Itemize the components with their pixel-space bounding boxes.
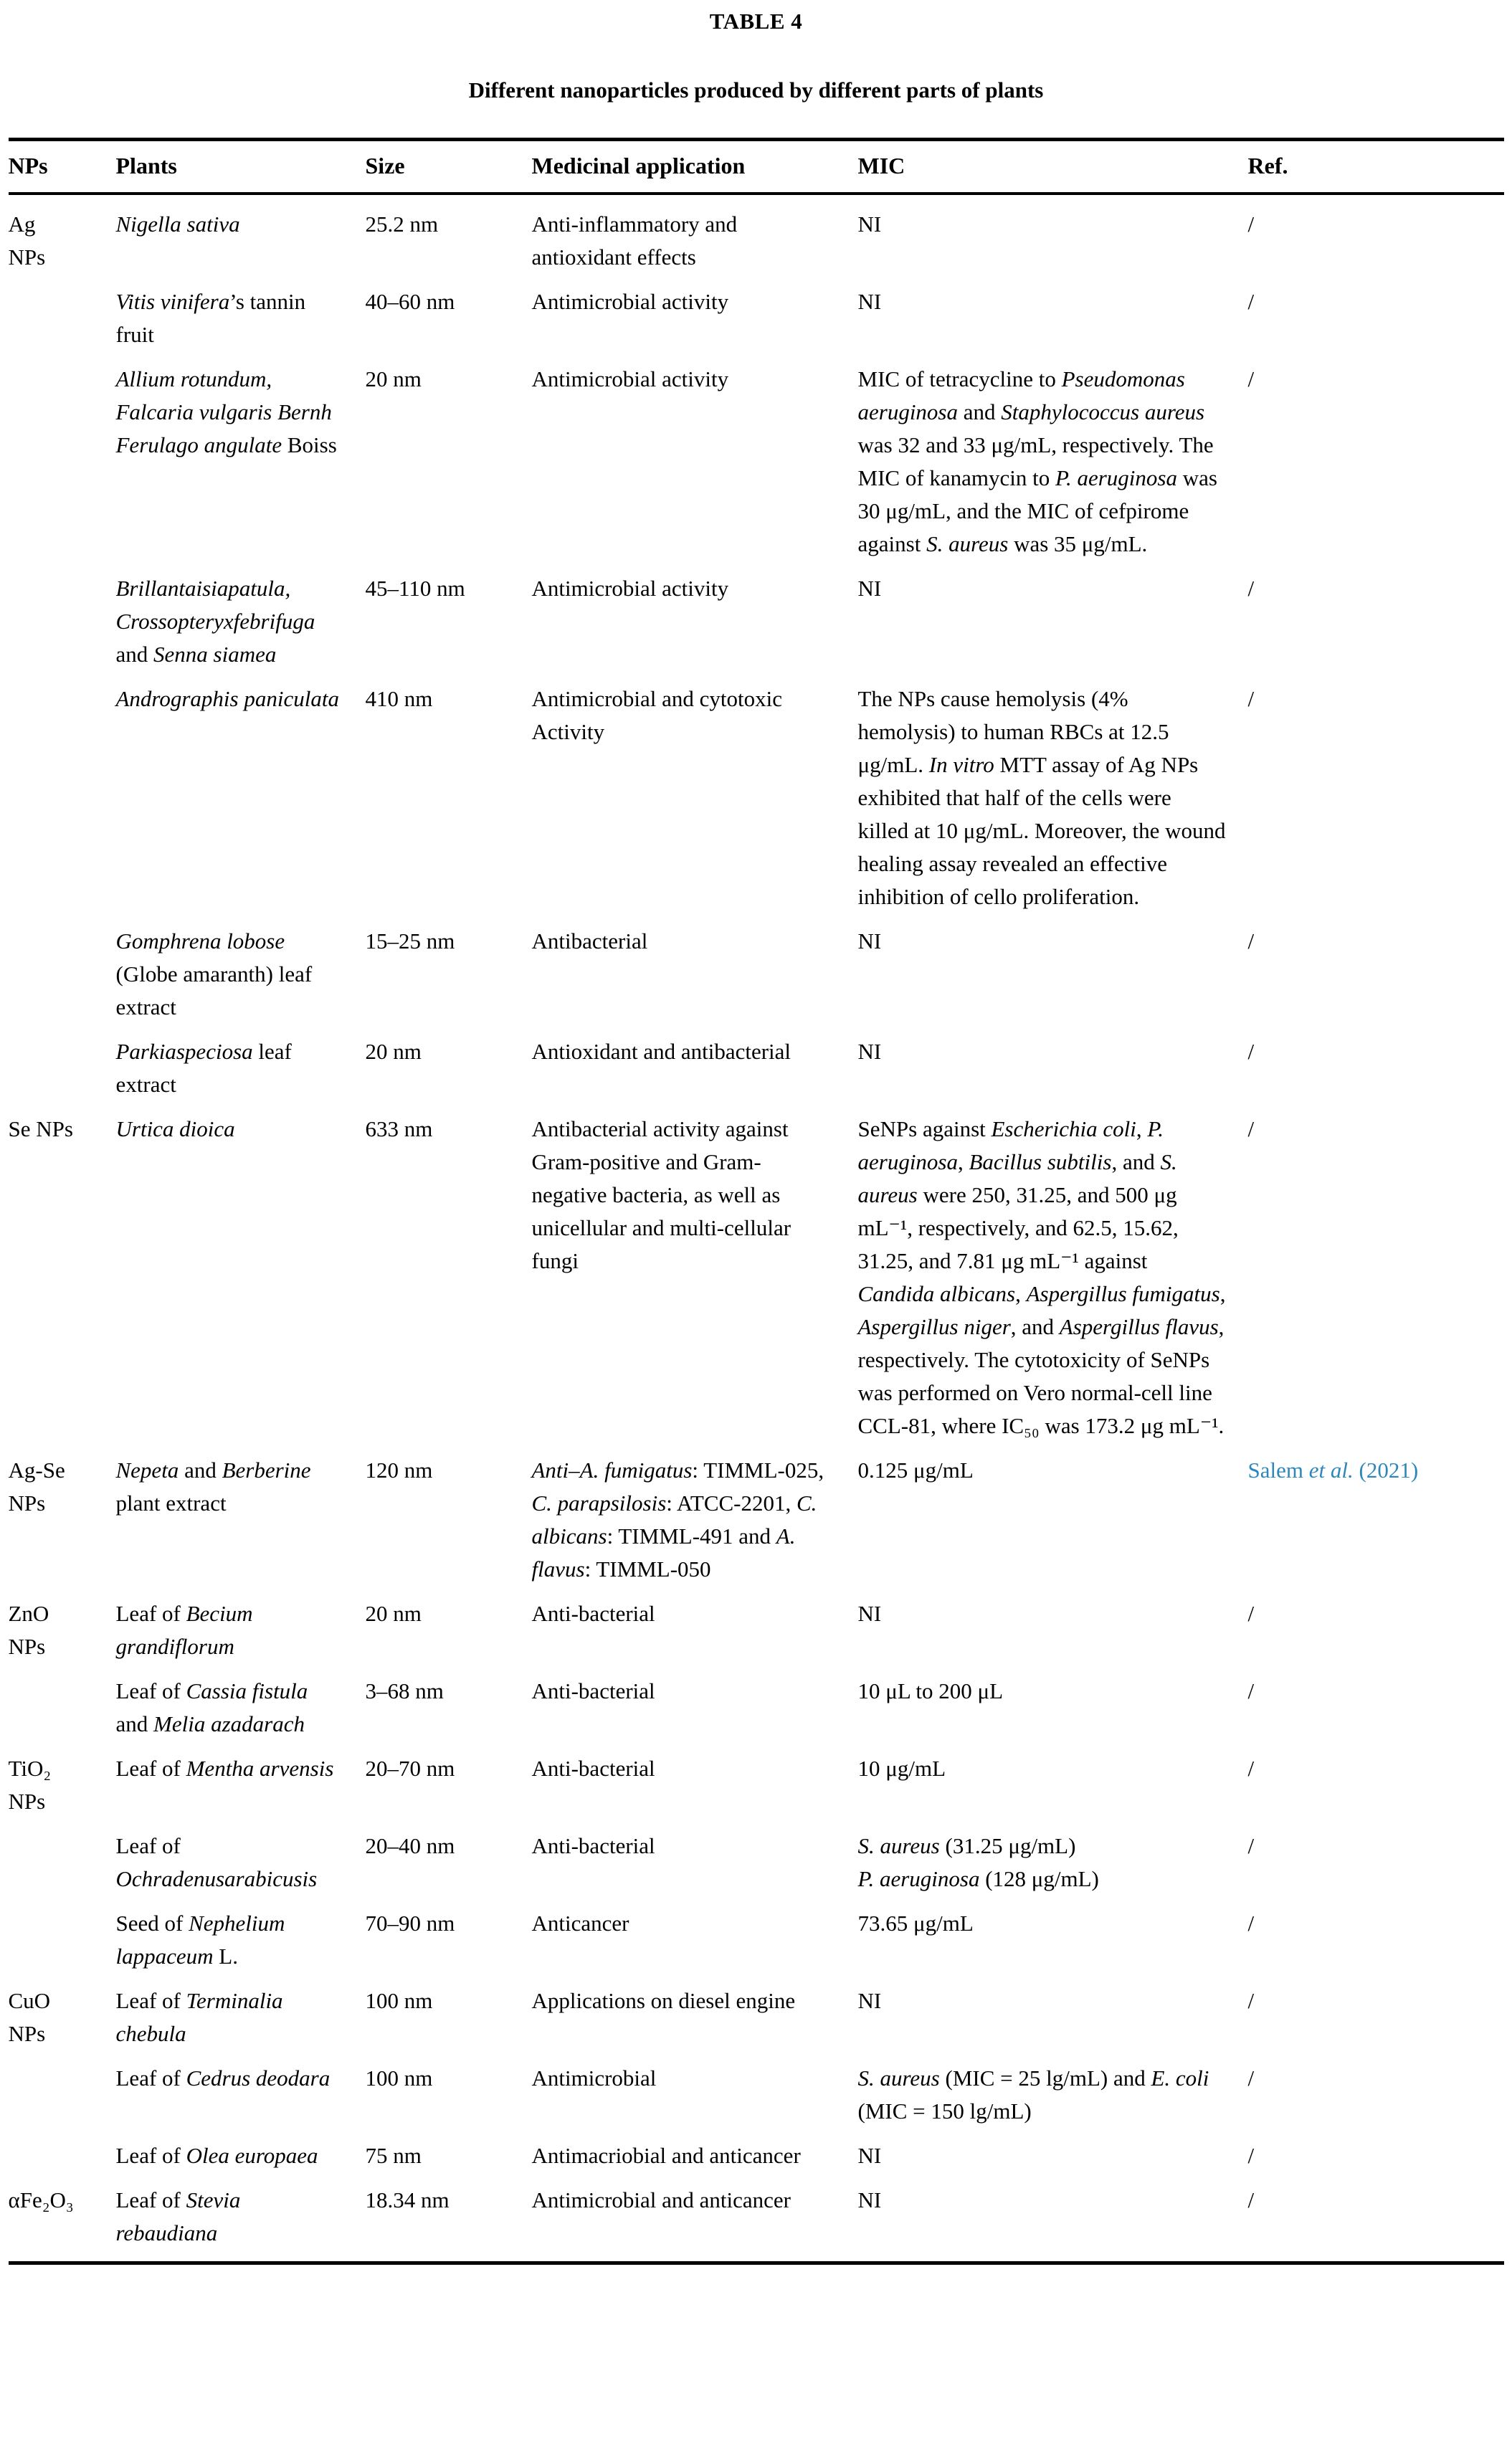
- text-segment: TiO₂: [8, 1756, 52, 1781]
- text-segment: Terminalia chebula: [115, 1988, 283, 2046]
- table-header-row: [9, 140, 1504, 194]
- cell-size: 25.2 nm: [365, 211, 439, 237]
- text-segment: was 35 μg/mL.: [1008, 531, 1148, 556]
- cell-mic: [858, 2184, 1248, 2263]
- cell-size: 3–68 nm: [365, 1678, 444, 1703]
- citation-link[interactable]: Salem: [1247, 1458, 1309, 1483]
- cell-np-type: [9, 285, 116, 363]
- column-header-mic: MIC: [858, 140, 1248, 194]
- text-segment: Applications on diesel engine: [531, 1988, 796, 2013]
- cell-mic: [858, 1984, 1248, 2062]
- cell-np-type: [9, 1752, 116, 1830]
- cell-medicinal-application: [532, 2139, 858, 2184]
- text-segment: Antimicrobial activity: [531, 576, 729, 601]
- cell-medicinal-application: [532, 1984, 858, 2062]
- column-header-nps: NPs: [9, 140, 116, 194]
- cell-size: 75 nm: [365, 2143, 422, 2168]
- cell-size: 18.34 nm: [365, 2187, 450, 2212]
- cell-np-type: [9, 1035, 116, 1113]
- cell-plants: [116, 1035, 366, 1113]
- cell-medicinal-application: [532, 1597, 858, 1675]
- cell-size: 100 nm: [365, 2065, 433, 2091]
- cell-plants: [116, 1597, 366, 1675]
- cell-medicinal-application: [532, 2062, 858, 2139]
- text-segment: MTT assay of Ag NPs exhibited that half of the cells were killed at 10 μg/mL. Moreover, the wound healing assay revealed an effective inhibition of cello proliferation.: [857, 752, 1226, 909]
- text-segment: NI: [857, 1039, 882, 1064]
- text-segment: Mentha arvensis: [186, 1756, 334, 1781]
- text-segment: , and: [1010, 1314, 1060, 1339]
- text-segment: S. aureus: [926, 531, 1009, 556]
- text-segment: (MIC = 25 lg/mL) and: [939, 2065, 1151, 2091]
- text-segment: Nigella sativa: [115, 211, 240, 237]
- cell-plants: [116, 285, 366, 363]
- cell-np-type: [9, 363, 116, 572]
- text-segment: Melia azadarach: [153, 1711, 305, 1736]
- text-segment: Ag: [8, 211, 36, 237]
- cell-size: 633 nm: [365, 1116, 433, 1141]
- cell-medicinal-application: [532, 2184, 858, 2263]
- table-body: [9, 194, 1504, 2263]
- text-segment: S. aureus: [857, 2065, 940, 2091]
- text-segment: Antimacriobial and anticancer: [531, 2143, 801, 2168]
- table-row: [9, 925, 1504, 1035]
- text-segment: ,: [1136, 1116, 1148, 1141]
- table-row: [9, 2139, 1504, 2184]
- text-segment: and: [115, 642, 154, 667]
- text-segment: and: [958, 399, 1002, 424]
- cell-ref: /: [1247, 2187, 1255, 2212]
- text-segment: (128 μg/mL): [979, 1866, 1099, 1891]
- cell-size: 70–90 nm: [365, 1911, 455, 1936]
- text-segment: (MIC = 150 lg/mL): [857, 2098, 1032, 2124]
- text-segment: (Globe amaranth) leaf extract: [115, 961, 313, 1019]
- text-segment: Antibacterial activity against Gram-positive and Gram-negative bacteria, as well as unicellular and multi-cellular fungi: [531, 1116, 791, 1273]
- text-segment: Aspergillus fumigatus: [1026, 1281, 1220, 1306]
- text-segment: Brillantaisiapatula, Crossopteryxfebrifuga: [115, 576, 315, 634]
- text-segment: ZnO: [8, 1601, 49, 1626]
- text-segment: Gomphrena lobose: [115, 928, 285, 954]
- table-row: [9, 285, 1504, 363]
- text-segment: Nepeta: [115, 1458, 179, 1483]
- text-segment: Vitis vinifera: [115, 289, 230, 314]
- text-segment: S. aureus: [857, 1149, 1177, 1207]
- text-segment: Ochradenusarabicusis: [115, 1866, 318, 1891]
- cell-size: 40–60 nm: [365, 289, 455, 314]
- text-segment: NI: [857, 1601, 882, 1626]
- cell-size: 20 nm: [365, 1601, 422, 1626]
- cell-medicinal-application: [532, 572, 858, 683]
- text-segment: , respectively. The cytotoxicity of SeNPs was performed on Vero normal-cell line CCL-81, where IC₅₀ was 173.2 μg mL⁻¹.: [857, 1314, 1225, 1438]
- cell-ref: /: [1247, 1833, 1255, 1858]
- table-caption: Different nanoparticles produced by different parts of plants: [468, 77, 1044, 103]
- cell-mic: [858, 2062, 1248, 2139]
- cell-ref: /: [1247, 1601, 1255, 1626]
- text-segment: Anti–A. fumigatus: [531, 1458, 693, 1483]
- text-segment: plant extract: [115, 1490, 227, 1516]
- cell-medicinal-application: [532, 1113, 858, 1454]
- table-row: [9, 2184, 1504, 2263]
- cell-mic: [858, 683, 1248, 925]
- text-segment: : TIMML-025,: [692, 1458, 824, 1483]
- cell-ref: /: [1247, 1911, 1255, 1936]
- text-segment: Antioxidant and antibacterial: [531, 1039, 791, 1064]
- table-row: [9, 1984, 1504, 2062]
- text-segment: αFe₂O₃: [8, 2187, 74, 2212]
- text-segment: P. aeruginosa: [1055, 465, 1177, 490]
- text-segment: NPs: [8, 1490, 46, 1516]
- cell-ref: /: [1247, 1116, 1255, 1141]
- cell-plants: [116, 1907, 366, 1984]
- text-segment: : TIMML-050: [584, 1556, 711, 1582]
- cell-mic: [858, 1907, 1248, 1984]
- cell-np-type: [9, 2139, 116, 2184]
- cell-medicinal-application: [532, 1454, 858, 1597]
- table-row: [9, 572, 1504, 683]
- text-segment: Candida albicans: [857, 1281, 1016, 1306]
- cell-ref: /: [1247, 366, 1255, 391]
- text-segment: Stevia rebaudiana: [115, 2187, 241, 2245]
- cell-np-type: [9, 1984, 116, 2062]
- text-segment: Leaf of: [115, 1601, 186, 1626]
- text-segment: NI: [857, 289, 882, 314]
- cell-np-type: [9, 1907, 116, 1984]
- cell-plants: [116, 572, 366, 683]
- table-row: [9, 1675, 1504, 1752]
- text-segment: Se NPs: [8, 1116, 73, 1141]
- text-segment: , and: [1111, 1149, 1161, 1174]
- cell-size: 100 nm: [365, 1988, 433, 2013]
- cell-mic: [858, 572, 1248, 683]
- cell-mic: [858, 1035, 1248, 1113]
- text-segment: Parkiaspeciosa: [115, 1039, 253, 1064]
- text-segment: NPs: [8, 1634, 46, 1659]
- cell-mic: [858, 925, 1248, 1035]
- text-segment: NPs: [8, 2021, 46, 2046]
- cell-plants: [116, 1752, 366, 1830]
- table-row: [9, 1035, 1504, 1113]
- text-segment: NI: [857, 928, 882, 954]
- text-segment: : ATCC-2201,: [666, 1490, 797, 1516]
- text-segment: : TIMML-491 and: [607, 1523, 776, 1549]
- text-segment: Leaf of: [115, 2065, 186, 2091]
- text-segment: Ag-Se: [8, 1458, 65, 1483]
- cell-size: 410 nm: [365, 686, 433, 711]
- text-segment: Anti-bacterial: [531, 1678, 655, 1703]
- cell-np-type: [9, 1597, 116, 1675]
- cell-plants: [116, 2062, 366, 2139]
- text-segment: leaf extract: [115, 1039, 292, 1097]
- cell-ref: /: [1247, 1039, 1255, 1064]
- text-segment: Leaf of: [115, 1833, 181, 1858]
- table-row: [9, 1597, 1504, 1675]
- text-segment: Urtica dioica: [115, 1116, 235, 1141]
- cell-size: 120 nm: [365, 1458, 433, 1483]
- text-segment: S. aureus: [857, 1833, 940, 1858]
- text-segment: C. albicans: [531, 1490, 817, 1549]
- table-row: [9, 363, 1504, 572]
- cell-plants: [116, 925, 366, 1035]
- cell-medicinal-application: [532, 1752, 858, 1830]
- text-segment: Anti-bacterial: [531, 1833, 655, 1858]
- text-segment: NI: [857, 576, 882, 601]
- text-segment: C. parapsilosis: [531, 1490, 667, 1516]
- text-segment: E. coli: [1151, 2065, 1209, 2091]
- cell-mic: [858, 285, 1248, 363]
- cell-plants: [116, 1454, 366, 1597]
- text-segment: Leaf of: [115, 1678, 186, 1703]
- cell-plants: [116, 194, 366, 285]
- cell-np-type: [9, 683, 116, 925]
- text-segment: The NPs cause hemolysis (4% hemolysis) to human RBCs at 12.5 μg/mL.: [857, 686, 1169, 777]
- text-segment: NI: [857, 2143, 882, 2168]
- text-segment: Anti-bacterial: [531, 1601, 655, 1626]
- text-segment: Boiss: [282, 432, 337, 457]
- text-segment: ,: [1015, 1281, 1027, 1306]
- cell-medicinal-application: [532, 1675, 858, 1752]
- citation-link[interactable]: et al.: [1308, 1458, 1354, 1483]
- text-segment: Antimicrobial and cytotoxic Activity: [531, 686, 783, 744]
- cell-medicinal-application: [532, 925, 858, 1035]
- cell-np-type: [9, 2184, 116, 2263]
- cell-plants: [116, 2184, 366, 2263]
- table-row: [9, 194, 1504, 285]
- column-header-size: Size: [366, 140, 532, 194]
- text-segment: was 30 μg/mL, and the MIC of cefpirome against: [857, 465, 1217, 556]
- text-segment: Anti-inflammatory and antioxidant effects: [531, 211, 738, 270]
- table-row: [9, 683, 1504, 925]
- text-segment: ,: [1219, 1281, 1226, 1306]
- text-segment: P. aeruginosa: [857, 1866, 980, 1891]
- cell-mic: [858, 1830, 1248, 1907]
- table-row: [9, 1752, 1504, 1830]
- text-segment: Olea europaea: [186, 2143, 318, 2168]
- text-segment: Aspergillus flavus: [1059, 1314, 1219, 1339]
- text-segment: NPs: [8, 244, 46, 270]
- cell-ref: /: [1247, 1678, 1255, 1703]
- text-segment: CuO: [8, 1988, 51, 2013]
- text-segment: SeNPs against: [857, 1116, 992, 1141]
- text-segment: and: [179, 1458, 222, 1483]
- text-segment: Andrographis paniculata: [115, 686, 339, 711]
- cell-medicinal-application: [532, 1907, 858, 1984]
- cell-medicinal-application: [532, 1830, 858, 1907]
- text-segment: Aspergillus niger: [857, 1314, 1011, 1339]
- cell-plants: [116, 683, 366, 925]
- column-header-plants: Plants: [116, 140, 366, 194]
- cell-mic: [858, 2139, 1248, 2184]
- cell-np-type: [9, 1830, 116, 1907]
- text-segment: 10 μg/mL: [857, 1756, 946, 1781]
- text-segment: Cassia fistula: [186, 1678, 308, 1703]
- cell-ref: /: [1247, 928, 1255, 954]
- text-segment: Antimicrobial: [531, 2065, 657, 2091]
- cell-medicinal-application: [532, 1035, 858, 1113]
- text-segment: NI: [857, 211, 882, 237]
- cell-ref: /: [1247, 576, 1255, 601]
- text-segment: Antimicrobial activity: [531, 289, 729, 314]
- text-segment: Bacillus subtilis: [969, 1149, 1112, 1174]
- text-segment: Pseudomonas aeruginosa: [857, 366, 1185, 424]
- text-segment: ,: [958, 1149, 969, 1174]
- text-segment: Staphylococcus aureus: [1001, 399, 1205, 424]
- text-segment: P. aeruginosa: [857, 1116, 1164, 1174]
- cell-ref: /: [1247, 211, 1255, 237]
- table-row: [9, 1830, 1504, 1907]
- table-row: [9, 1113, 1504, 1454]
- text-segment: 73.65 μg/mL: [857, 1911, 974, 1936]
- table-row: [9, 1907, 1504, 1984]
- cell-ref: /: [1247, 686, 1255, 711]
- text-segment: Allium rotundum, Falcaria vulgaris Bernh Ferulago angulate: [115, 366, 332, 457]
- text-segment: ’s tannin fruit: [115, 289, 306, 347]
- cell-ref: /: [1247, 1988, 1255, 2013]
- text-segment: 10 μL to 200 μL: [857, 1678, 1004, 1703]
- text-segment: Anticancer: [531, 1911, 629, 1936]
- cell-medicinal-application: [532, 194, 858, 285]
- column-header-ref: Ref.: [1248, 140, 1504, 194]
- cell-mic: [858, 1597, 1248, 1675]
- text-segment: was 32 and 33 μg/mL, respectively. The MIC of kanamycin to: [857, 432, 1214, 490]
- text-segment: Escherichia coli: [991, 1116, 1136, 1141]
- text-segment: Leaf of: [115, 1988, 186, 2013]
- cell-size: 20–40 nm: [365, 1833, 455, 1858]
- citation-link[interactable]: (2021): [1353, 1458, 1419, 1483]
- text-segment: (31.25 μg/mL): [939, 1833, 1076, 1858]
- cell-mic: [858, 1752, 1248, 1830]
- text-segment: NI: [857, 1988, 882, 2013]
- cell-plants: [116, 363, 366, 572]
- cell-medicinal-application: [532, 683, 858, 925]
- cell-np-type: [9, 1454, 116, 1597]
- cell-mic: [858, 1675, 1248, 1752]
- text-segment: Leaf of: [115, 2187, 186, 2212]
- text-segment: Seed of: [115, 1911, 189, 1936]
- text-segment: Antibacterial: [531, 928, 648, 954]
- cell-mic: [858, 194, 1248, 285]
- text-segment: Antimicrobial and anticancer: [531, 2187, 791, 2212]
- nanoparticles-table: [9, 138, 1504, 2265]
- text-segment: Leaf of: [115, 1756, 186, 1781]
- text-segment: Cedrus deodara: [186, 2065, 331, 2091]
- text-segment: NI: [857, 2187, 882, 2212]
- text-segment: Anti-bacterial: [531, 1756, 655, 1781]
- text-segment: were 250, 31.25, and 500 μg mL⁻¹, respectively, and 62.5, 15.62, 31.25, and 7.81 μg mL⁻¹ against: [857, 1182, 1179, 1273]
- cell-plants: [116, 2139, 366, 2184]
- text-segment: Antimicrobial activity: [531, 366, 729, 391]
- cell-mic: [858, 1454, 1248, 1597]
- cell-plants: [116, 1113, 366, 1454]
- cell-ref: /: [1247, 289, 1255, 314]
- cell-ref: /: [1247, 1756, 1255, 1781]
- cell-medicinal-application: [532, 285, 858, 363]
- cell-np-type: [9, 194, 116, 285]
- text-segment: Becium grandiflorum: [115, 1601, 253, 1659]
- table-row: [9, 1454, 1504, 1597]
- cell-size: 20–70 nm: [365, 1756, 455, 1781]
- cell-size: 20 nm: [365, 366, 422, 391]
- text-segment: A. flavus: [531, 1523, 796, 1582]
- text-segment: and: [115, 1711, 154, 1736]
- cell-np-type: [9, 1113, 116, 1454]
- cell-ref: /: [1247, 2065, 1255, 2091]
- text-segment: L.: [213, 1944, 238, 1969]
- cell-np-type: [9, 1675, 116, 1752]
- column-header-medicinal-application: Medicinal application: [532, 140, 858, 194]
- text-segment: NPs: [8, 1789, 46, 1814]
- cell-mic: [858, 1113, 1248, 1454]
- cell-np-type: [9, 572, 116, 683]
- cell-mic: [858, 363, 1248, 572]
- text-segment: Nephelium lappaceum: [115, 1911, 285, 1969]
- text-segment: Berberine: [222, 1458, 311, 1483]
- text-segment: In vitro: [928, 752, 994, 777]
- cell-size: 45–110 nm: [365, 576, 465, 601]
- cell-plants: [116, 1830, 366, 1907]
- table-number-label: TABLE 4: [709, 9, 803, 34]
- cell-ref: [1248, 1454, 1504, 1597]
- cell-plants: [116, 1984, 366, 2062]
- cell-np-type: [9, 925, 116, 1035]
- text-segment: Leaf of: [115, 2143, 186, 2168]
- cell-size: 15–25 nm: [365, 928, 455, 954]
- text-segment: Senna siamea: [153, 642, 277, 667]
- cell-medicinal-application: [532, 363, 858, 572]
- table-row: [9, 2062, 1504, 2139]
- text-segment: 0.125 μg/mL: [857, 1458, 974, 1483]
- cell-size: 20 nm: [365, 1039, 422, 1064]
- cell-np-type: [9, 2062, 116, 2139]
- cell-plants: [116, 1675, 366, 1752]
- cell-ref: /: [1247, 2143, 1255, 2168]
- text-segment: MIC of tetracycline to: [857, 366, 1062, 391]
